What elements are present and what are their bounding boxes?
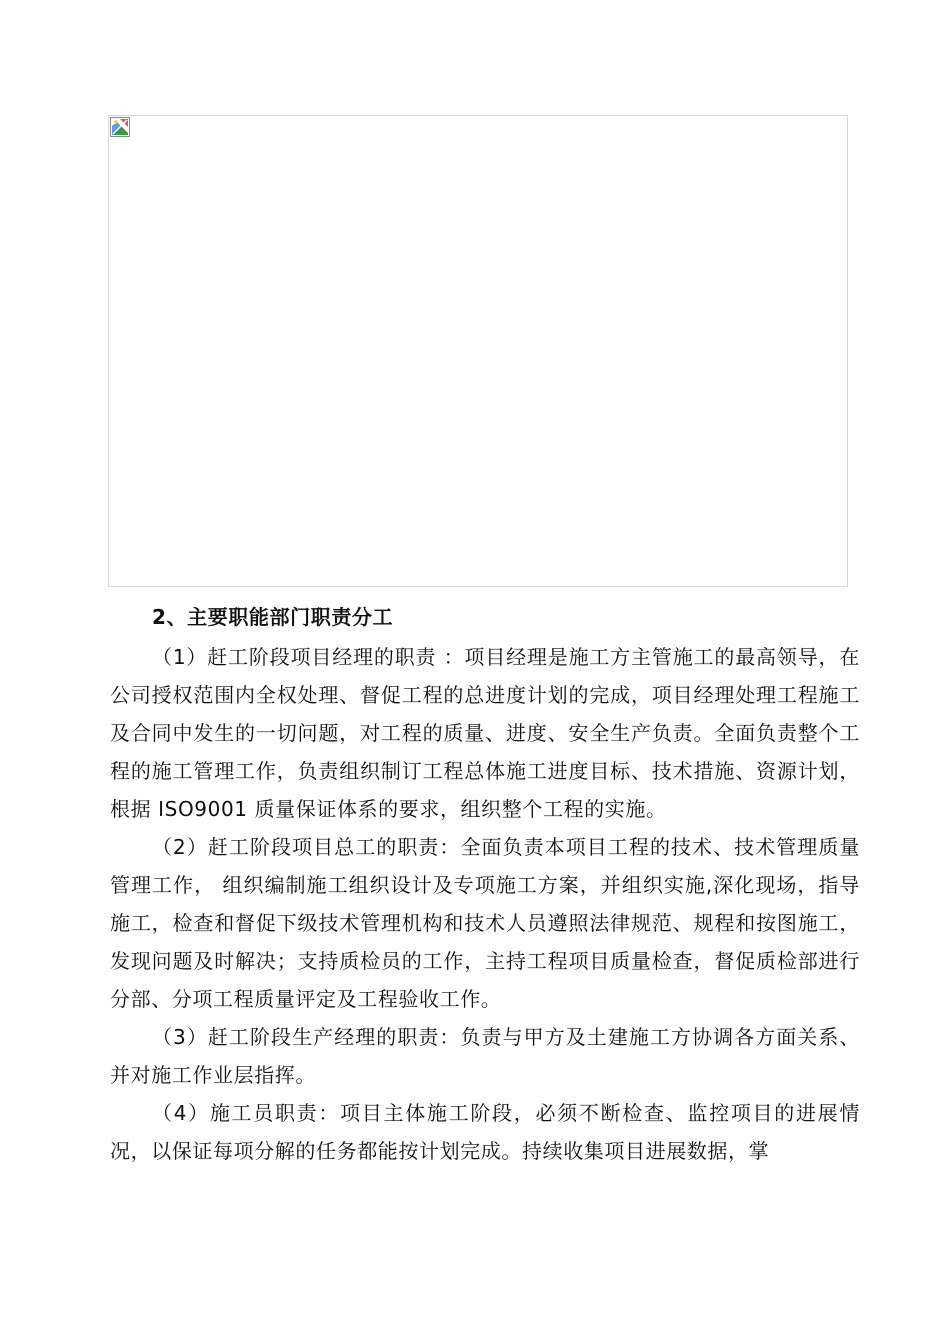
paragraph-constructor: （4）施工员职责：项目主体施工阶段，必须不断检查、监控项目的进展情况，以保证每项分解的任务都能按计划完成。持续收集项目进展数据，掌 [110,1101,860,1163]
document-body [110,596,860,1170]
paragraph-production-manager: （3）赶工阶段生产经理的职责：负责与甲方及土建施工方协调各方面关系、并对施工作业层指挥。 [110,1025,860,1087]
broken-image-icon [110,117,130,137]
paragraph-chief-engineer: （2）赶工阶段项目总工的职责：全面负责本项目工程的技术、技术管理质量管理工作， 组织编制施工组织设计及专项施工方案，并组织实施,深化现场，指导施工，检查和督促下级技术管理机构和技术人员遵照法律规范、规程和按图施工，发现问题及时解决；支持质检员的工作，主持工程项目质量检查，督促质检部进行分部、分项工程质量评定及工程验收工作。 [110,835,860,1011]
paragraph-project-manager: （1）赶工阶段项目经理的职责 ：项目经理是施工方主管施工的最高领导，在公司授权范围内全权处理、督促工程的总进度计划的完成，项目经理处理工程施工及合同中发生的一切问题，对工程的质量、进度、安全生产负责。全面负责整个工程的施工管理工作，负责组织制订工程总体施工进度目标、技术措施、资源计划，根据 ISO9001 质量保证体系的要求，组织整个工程的实施。 [110,645,860,821]
image-placeholder [108,115,848,587]
section-heading: 2、主要职能部门职责分工 [152,605,394,629]
